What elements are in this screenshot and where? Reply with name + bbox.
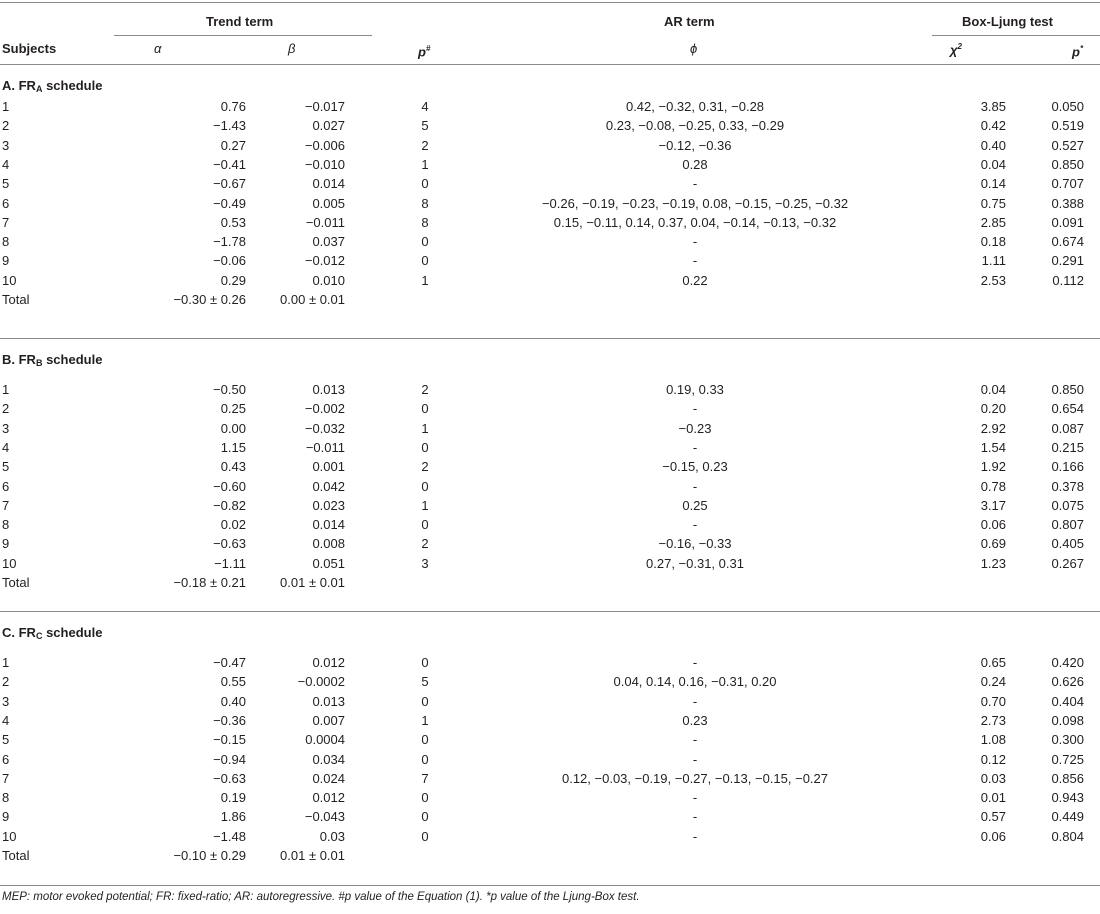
chi2-cell: 3.17 xyxy=(980,497,1006,513)
alpha-cell: 0.40 xyxy=(220,693,246,709)
p-value-cell: 0.404 xyxy=(1051,693,1084,709)
subject-cell: 2 xyxy=(2,401,10,417)
p-value-cell: 0.519 xyxy=(1051,118,1084,134)
table-row xyxy=(0,419,1100,438)
phi-cell: - xyxy=(692,655,698,670)
ar-order-cell: 7 xyxy=(421,770,429,786)
beta-cell: −0.006 xyxy=(304,137,345,153)
alpha-cell: 0.25 xyxy=(220,401,246,417)
p-value-cell: 0.856 xyxy=(1051,770,1084,786)
alpha-cell: −1.43 xyxy=(213,118,246,134)
beta-cell: 0.00 ± 0.01 xyxy=(280,292,345,307)
subject-cell: 10 xyxy=(2,555,17,571)
phi-cell: 0.12, −0.03, −0.19, −0.27, −0.13, −0.15, −0.27 xyxy=(561,770,828,786)
table-row xyxy=(0,515,1100,534)
phi-cell: - xyxy=(692,693,698,709)
p-value-cell: 0.449 xyxy=(1051,809,1084,825)
header-chi2: $\chi^2$ xyxy=(950,42,962,58)
beta-cell: −0.002 xyxy=(304,401,345,417)
phi-cell: - xyxy=(692,517,698,533)
table-row xyxy=(0,534,1100,553)
chi2-cell: 0.20 xyxy=(980,401,1006,417)
alpha-cell: 0.53 xyxy=(220,214,246,230)
phi-cell: 0.15, −0.11, 0.14, 0.37, 0.04, −0.14, −0.13, −0.32 xyxy=(553,214,837,230)
beta-cell: −0.032 xyxy=(304,420,345,436)
subject-cell: 3 xyxy=(2,137,10,153)
subject-cell: 2 xyxy=(2,674,10,690)
ar-order-cell: 8 xyxy=(421,214,429,230)
phi-cell: 0.23, −0.08, −0.25, 0.33, −0.29 xyxy=(605,118,785,134)
chi2-cell: 0.04 xyxy=(980,156,1006,172)
alpha-cell: −0.10 ± 0.29 xyxy=(173,848,246,863)
p-value-cell: 0.166 xyxy=(1051,459,1084,475)
alpha-cell: 0.00 xyxy=(220,420,246,436)
beta-cell: 0.027 xyxy=(312,118,345,134)
ar-order-cell: 0 xyxy=(421,176,429,192)
beta-cell: 0.013 xyxy=(312,693,345,709)
p-value-cell: 0.098 xyxy=(1051,712,1084,728)
p-value-cell: 0.707 xyxy=(1051,176,1084,192)
beta-cell: 0.0004 xyxy=(305,732,345,748)
alpha-cell: 0.29 xyxy=(220,272,246,288)
p-value-cell: 0.075 xyxy=(1051,497,1084,513)
p-value-cell: 0.527 xyxy=(1051,137,1084,153)
ar-order-cell: 0 xyxy=(421,234,429,250)
chi2-cell: 0.40 xyxy=(980,137,1006,153)
subject-cell: 6 xyxy=(2,195,10,211)
chi2-cell: 1.23 xyxy=(980,555,1006,571)
p-value-cell: 0.050 xyxy=(1051,99,1084,114)
ar-order-cell: 5 xyxy=(421,674,429,690)
table-row xyxy=(0,194,1100,213)
p-value-cell: 0.420 xyxy=(1051,655,1084,670)
header-beta: β xyxy=(288,41,296,56)
p-value-cell: 0.388 xyxy=(1051,195,1084,211)
ar-order-cell: 2 xyxy=(421,536,429,552)
chi2-cell: 0.24 xyxy=(980,674,1006,690)
subject-cell: 7 xyxy=(2,770,10,786)
beta-cell: 0.012 xyxy=(312,790,345,806)
alpha-cell: −0.63 xyxy=(213,536,246,552)
phi-cell: - xyxy=(692,790,698,806)
header-trend-term: Trend term xyxy=(206,14,274,29)
table-row xyxy=(0,807,1100,826)
chi2-cell: 0.42 xyxy=(980,118,1006,134)
table-row xyxy=(0,155,1100,174)
table-row xyxy=(0,711,1100,730)
phi-cell: 0.23 xyxy=(682,712,708,728)
phi-cell: 0.22 xyxy=(682,272,708,288)
alpha-cell: 0.27 xyxy=(220,137,246,153)
chi2-cell: 0.01 xyxy=(980,790,1006,806)
phi-cell: 0.42, −0.32, 0.31, −0.28 xyxy=(625,99,765,114)
alpha-cell: 0.55 xyxy=(220,674,246,690)
subject-cell: 4 xyxy=(2,712,10,728)
ar-order-cell: 0 xyxy=(421,401,429,417)
header-phi: ϕ xyxy=(690,41,698,56)
ar-order-cell: 2 xyxy=(421,459,429,475)
phi-cell: 0.27, −0.31, 0.31 xyxy=(646,555,744,571)
beta-cell: −0.017 xyxy=(304,99,345,114)
p-value-cell: 0.674 xyxy=(1051,234,1084,250)
subject-cell: 3 xyxy=(2,420,10,436)
header-subjects: Subjects xyxy=(2,41,57,56)
beta-cell: 0.01 ± 0.01 xyxy=(280,575,345,590)
table-row xyxy=(0,380,1100,399)
subject-cell: 1 xyxy=(2,99,10,114)
phi-cell: −0.26, −0.19, −0.23, −0.19, 0.08, −0.15, −0.25, −0.32 xyxy=(541,195,849,211)
beta-cell: 0.010 xyxy=(312,272,345,288)
beta-cell: 0.024 xyxy=(312,770,345,786)
table-row xyxy=(0,672,1100,691)
subject-cell: 8 xyxy=(2,517,10,533)
alpha-cell: −0.15 xyxy=(213,732,246,748)
phi-cell: - xyxy=(692,751,698,767)
table-row xyxy=(0,750,1100,769)
alpha-cell: −0.67 xyxy=(213,176,246,192)
ar-order-cell: 0 xyxy=(421,517,429,533)
section-label: B. $FR_B$ schedule xyxy=(2,352,103,368)
alpha-cell: −0.47 xyxy=(213,655,246,670)
p-value-cell: 0.654 xyxy=(1051,401,1084,417)
p-value-cell: 0.807 xyxy=(1051,517,1084,533)
table-row xyxy=(0,116,1100,135)
beta-cell: 0.005 xyxy=(312,195,345,211)
phi-cell: - xyxy=(692,401,698,417)
ar-order-cell: 2 xyxy=(421,382,429,397)
alpha-cell: −0.94 xyxy=(213,751,246,767)
subject-cell: 7 xyxy=(2,214,10,230)
p-value-cell: 0.943 xyxy=(1051,790,1084,806)
subject-cell: 4 xyxy=(2,156,10,172)
chi2-cell: 0.69 xyxy=(980,536,1006,552)
beta-cell: 0.034 xyxy=(312,751,345,767)
alpha-cell: −0.50 xyxy=(213,382,246,397)
ar-order-cell: 8 xyxy=(421,195,429,211)
phi-cell: - xyxy=(692,439,698,455)
alpha-cell: −0.06 xyxy=(213,253,246,269)
chi2-cell: 0.04 xyxy=(980,382,1006,397)
subject-cell: 9 xyxy=(2,253,10,269)
chi2-cell: 2.53 xyxy=(980,272,1006,288)
chi2-cell: 2.92 xyxy=(980,420,1006,436)
table-top-rule xyxy=(0,2,1100,3)
beta-cell: −0.012 xyxy=(304,253,345,269)
phi-cell: −0.16, −0.33 xyxy=(658,536,732,552)
table-row xyxy=(0,496,1100,515)
subject-cell: 8 xyxy=(2,234,10,250)
beta-cell: 0.01 ± 0.01 xyxy=(280,848,345,863)
header-p-star: p* xyxy=(1072,44,1084,60)
section-label: A. $FR_A$ schedule xyxy=(2,78,103,94)
beta-cell: −0.011 xyxy=(305,439,345,455)
beta-cell: 0.014 xyxy=(312,176,345,192)
table-row xyxy=(0,554,1100,573)
beta-cell: 0.008 xyxy=(312,536,345,552)
chi2-cell: 0.75 xyxy=(980,195,1006,211)
box-ljung-rule xyxy=(932,35,1100,36)
ar-order-cell: 1 xyxy=(421,712,429,728)
phi-cell: 0.28 xyxy=(682,156,708,172)
beta-cell: −0.011 xyxy=(305,214,345,230)
subject-cell: 7 xyxy=(2,497,10,513)
chi2-cell: 0.78 xyxy=(980,478,1006,494)
alpha-cell: 0.19 xyxy=(220,790,246,806)
subject-cell: 5 xyxy=(2,176,10,192)
subject-cell: 8 xyxy=(2,790,10,806)
phi-cell: - xyxy=(692,478,698,494)
header-p-hash: p# xyxy=(418,44,431,60)
table-row xyxy=(0,788,1100,807)
table-row xyxy=(0,136,1100,155)
table-row xyxy=(0,457,1100,476)
beta-cell: 0.03 xyxy=(319,828,345,844)
alpha-cell: −0.41 xyxy=(213,156,246,172)
ar-order-cell: 5 xyxy=(421,118,429,134)
ar-order-cell: 1 xyxy=(421,272,429,288)
subject-cell: 5 xyxy=(2,732,10,748)
p-value-cell: 0.087 xyxy=(1051,420,1084,436)
phi-cell: - xyxy=(692,234,698,250)
subject-cell: 9 xyxy=(2,536,10,552)
header-box-ljung: Box-Ljung test xyxy=(962,14,1053,29)
alpha-cell: −0.36 xyxy=(213,712,246,728)
subject-cell: 10 xyxy=(2,272,17,288)
beta-cell: 0.037 xyxy=(312,234,345,250)
chi2-cell: 1.92 xyxy=(980,459,1006,475)
ar-order-cell: 0 xyxy=(421,478,429,494)
beta-cell: −0.0002 xyxy=(297,674,345,690)
ar-order-cell: 0 xyxy=(421,439,429,455)
phi-cell: - xyxy=(692,809,698,825)
ar-order-cell: 1 xyxy=(421,497,429,513)
subject-cell: Total xyxy=(2,848,30,863)
ar-order-cell: 0 xyxy=(421,790,429,806)
table-row xyxy=(0,692,1100,711)
ar-order-cell: 1 xyxy=(421,156,429,172)
p-value-cell: 0.112 xyxy=(1052,272,1084,288)
chi2-cell: 0.14 xyxy=(980,176,1006,192)
chi2-cell: 0.06 xyxy=(980,828,1006,844)
subject-cell: 5 xyxy=(2,459,10,475)
beta-cell: 0.007 xyxy=(312,712,345,728)
phi-cell: - xyxy=(692,828,698,844)
p-value-cell: 0.300 xyxy=(1051,732,1084,748)
subject-cell: 3 xyxy=(2,693,10,709)
table-row xyxy=(0,477,1100,496)
p-value-cell: 0.850 xyxy=(1051,156,1084,172)
p-value-cell: 0.378 xyxy=(1051,478,1084,494)
ar-order-cell: 0 xyxy=(421,732,429,748)
p-value-cell: 0.091 xyxy=(1051,214,1084,230)
chi2-cell: 0.12 xyxy=(980,751,1006,767)
alpha-cell: 1.86 xyxy=(220,809,246,825)
header-ar-term: AR term xyxy=(664,14,715,29)
subject-cell: Total xyxy=(2,575,30,590)
table-row xyxy=(0,827,1100,846)
alpha-cell: −0.49 xyxy=(213,195,246,211)
beta-cell: 0.051 xyxy=(312,555,345,571)
beta-cell: 0.042 xyxy=(312,478,345,494)
p-value-cell: 0.267 xyxy=(1051,555,1084,571)
chi2-cell: 0.65 xyxy=(980,655,1006,670)
alpha-cell: −0.82 xyxy=(213,497,246,513)
p-value-cell: 0.626 xyxy=(1051,674,1084,690)
section-label: C. $FR_C$ schedule xyxy=(2,625,103,641)
alpha-cell: −1.11 xyxy=(214,555,246,571)
phi-cell: 0.25 xyxy=(682,497,708,513)
chi2-cell: 2.73 xyxy=(980,712,1006,728)
alpha-cell: 0.43 xyxy=(220,459,246,475)
phi-cell: - xyxy=(692,732,698,748)
beta-cell: 0.001 xyxy=(312,459,345,475)
header-bottom-rule xyxy=(0,64,1100,65)
beta-cell: 0.014 xyxy=(312,517,345,533)
p-value-cell: 0.215 xyxy=(1051,439,1084,455)
table-row xyxy=(0,174,1100,193)
ar-order-cell: 0 xyxy=(421,655,429,670)
table-row xyxy=(0,573,1100,592)
beta-cell: 0.013 xyxy=(312,382,345,397)
chi2-cell: 1.11 xyxy=(981,253,1006,269)
alpha-cell: −0.60 xyxy=(213,478,246,494)
ar-order-cell: 0 xyxy=(421,253,429,269)
alpha-cell: −0.63 xyxy=(213,770,246,786)
table-row xyxy=(0,251,1100,270)
ar-order-cell: 0 xyxy=(421,828,429,844)
phi-cell: −0.23 xyxy=(678,420,712,436)
chi2-cell: 3.85 xyxy=(980,99,1006,114)
section-divider xyxy=(0,338,1100,339)
alpha-cell: −0.18 ± 0.21 xyxy=(173,575,246,590)
phi-cell: −0.15, 0.23 xyxy=(662,459,728,475)
phi-cell: - xyxy=(692,253,698,269)
phi-cell: −0.12, −0.36 xyxy=(658,137,732,153)
chi2-cell: 0.70 xyxy=(980,693,1006,709)
subject-cell: 1 xyxy=(2,382,10,397)
ar-order-cell: 1 xyxy=(421,420,429,436)
chi2-cell: 1.54 xyxy=(980,439,1006,455)
subject-cell: 2 xyxy=(2,118,10,134)
table-row xyxy=(0,290,1100,309)
table-row xyxy=(0,232,1100,251)
table-row xyxy=(0,97,1100,116)
chi2-cell: 1.08 xyxy=(980,732,1006,748)
subject-cell: Total xyxy=(2,292,30,307)
ar-order-cell: 2 xyxy=(421,137,429,153)
alpha-cell: −0.30 ± 0.26 xyxy=(173,292,246,307)
beta-cell: 0.012 xyxy=(312,655,345,670)
chi2-cell: 0.03 xyxy=(980,770,1006,786)
subject-cell: 9 xyxy=(2,809,10,825)
p-value-cell: 0.291 xyxy=(1051,253,1084,269)
ar-order-cell: 0 xyxy=(421,809,429,825)
table-row xyxy=(0,730,1100,749)
chi2-cell: 0.57 xyxy=(980,809,1006,825)
table-row xyxy=(0,653,1100,672)
alpha-cell: 1.15 xyxy=(220,439,246,455)
trend-term-rule xyxy=(114,35,372,36)
table-row xyxy=(0,438,1100,457)
p-value-cell: 0.804 xyxy=(1051,828,1084,844)
beta-cell: −0.043 xyxy=(304,809,345,825)
table-row xyxy=(0,213,1100,232)
footnote: MEP: motor evoked potential; FR: fixed-ratio; AR: autoregressive. #p value of the Equation (1). *p value of the Ljung-Box test. xyxy=(2,891,640,903)
chi2-cell: 0.06 xyxy=(980,517,1006,533)
alpha-cell: 0.76 xyxy=(220,99,246,114)
chi2-cell: 2.85 xyxy=(980,214,1006,230)
subject-cell: 1 xyxy=(2,655,10,670)
phi-cell: - xyxy=(692,176,698,192)
beta-cell: −0.010 xyxy=(304,156,345,172)
ar-order-cell: 0 xyxy=(421,751,429,767)
ar-order-cell: 0 xyxy=(421,693,429,709)
chi2-cell: 0.18 xyxy=(980,234,1006,250)
subject-cell: 6 xyxy=(2,478,10,494)
subject-cell: 4 xyxy=(2,439,10,455)
p-value-cell: 0.850 xyxy=(1051,382,1084,397)
alpha-cell: −1.78 xyxy=(213,234,246,250)
alpha-cell: 0.02 xyxy=(220,517,246,533)
table-row xyxy=(0,271,1100,290)
section-divider xyxy=(0,611,1100,612)
table-bottom-rule xyxy=(0,885,1100,886)
table-row xyxy=(0,399,1100,418)
alpha-cell: −1.48 xyxy=(213,828,246,844)
table-row xyxy=(0,846,1100,865)
p-value-cell: 0.405 xyxy=(1051,536,1084,552)
subject-cell: 10 xyxy=(2,828,17,844)
p-value-cell: 0.725 xyxy=(1051,751,1084,767)
phi-cell: 0.19, 0.33 xyxy=(666,382,724,397)
table-row xyxy=(0,769,1100,788)
ar-order-cell: 3 xyxy=(421,555,429,571)
ar-order-cell: 4 xyxy=(421,99,429,114)
subject-cell: 6 xyxy=(2,751,10,767)
beta-cell: 0.023 xyxy=(312,497,345,513)
phi-cell: 0.04, 0.14, 0.16, −0.31, 0.20 xyxy=(613,674,777,690)
header-alpha: α xyxy=(154,41,162,56)
